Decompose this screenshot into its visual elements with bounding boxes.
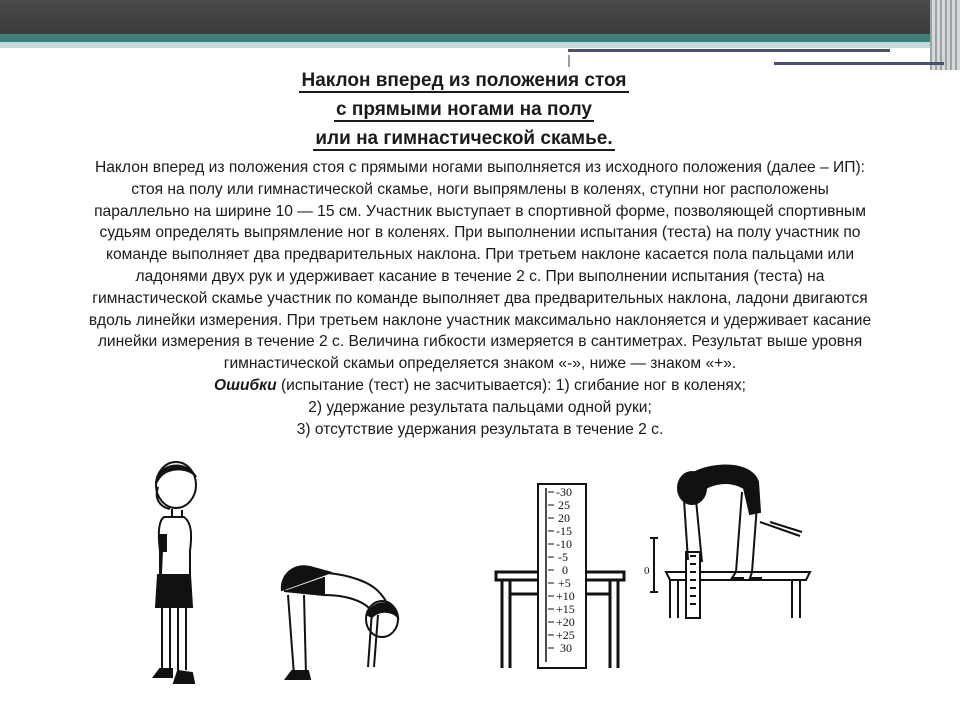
body-line-10: гимнастической скамьи определяется знаком «-», ниже — знаком «+». bbox=[223, 355, 737, 373]
body-line-8: вдоль линейки измерения. При третьем наклоне участник максимально наклоняется и удерживает касание bbox=[88, 311, 872, 329]
ruler-tick-7: 0 bbox=[562, 563, 568, 577]
ruler-tick-6: -5 bbox=[558, 550, 568, 564]
bench-ruler-drawing bbox=[490, 482, 630, 672]
header-white-block bbox=[0, 48, 568, 62]
ruler-tick-5: -10 bbox=[556, 537, 572, 551]
errors-label: Ошибки bbox=[214, 376, 277, 394]
ruler-tick-13: 30 bbox=[560, 641, 572, 655]
body-line-7: гимнастической скамье участник по команде выполняет два предварительных наклона, ладони двигаются bbox=[92, 289, 868, 307]
body-line-3: параллельно на ширине 10 — 15 см. Участник выступает в спортивной форме, позволяющей спортивным bbox=[94, 202, 866, 220]
ruler-tick-11: +20 bbox=[556, 615, 575, 629]
header-side-pattern bbox=[930, 0, 960, 70]
slide-title bbox=[200, 66, 728, 153]
ruler-tick-3: 20 bbox=[558, 511, 570, 525]
error-item-3: 3) отсутствие удержания результата в течение 2 с. bbox=[296, 420, 664, 438]
body-line-2: стоя на полу или гимнастической скамье, ноги выпрямлены в коленях, ступни ног расположены bbox=[131, 180, 829, 198]
ruler-tick-12: +25 bbox=[556, 628, 575, 642]
ruler-tick-4: -15 bbox=[556, 524, 572, 538]
ruler-tick-10: +15 bbox=[556, 602, 575, 616]
bending-boy-figure bbox=[268, 555, 408, 695]
body-line-4: судьям определять выпрямление ног в коленях. При выполнении испытания (теста) на полу участник по bbox=[99, 224, 861, 242]
title-line-3: или на гимнастической скамье. bbox=[315, 128, 613, 149]
bench-ruler-figure bbox=[490, 482, 630, 672]
ruler-tick-2: 25 bbox=[558, 498, 570, 512]
standing-boy-figure bbox=[140, 455, 210, 695]
errors-line bbox=[6, 375, 954, 397]
header-rule-top bbox=[568, 49, 890, 52]
bending-boy-drawing bbox=[268, 555, 408, 695]
header-accent-stripe bbox=[0, 34, 930, 42]
title-line-2: с прямыми ногами на полу bbox=[336, 99, 592, 120]
error-item-2: 2) удержание результата пальцами одной руки; bbox=[308, 398, 652, 416]
errors-text: (испытание (тест) не засчитывается): 1) сгибание ног в коленях; bbox=[276, 376, 746, 394]
description-paragraph bbox=[6, 157, 954, 442]
body-line-6: ладонями двух рук и удерживает касание в течение 2 с. При выполнении испытания (теста) на bbox=[135, 267, 825, 285]
body-line-5: команде выполняет два предварительных наклона. При третьем наклоне касается пола пальцами или bbox=[105, 246, 855, 264]
side-ruler-zero: 0 bbox=[644, 565, 650, 577]
header-rule-right bbox=[774, 62, 944, 65]
header-bar bbox=[0, 0, 960, 34]
body-line-9: линейки измерения в течение 2 с. Величина гибкости измеряется в сантиметрах. Результат выше уровня bbox=[97, 333, 863, 351]
ruler-tick-8: +5 bbox=[558, 576, 571, 590]
bench-bend-drawing bbox=[640, 452, 820, 622]
title-line-1: Наклон вперед из положения стоя bbox=[301, 70, 627, 91]
bench-bend-figure bbox=[640, 452, 820, 622]
body-line-1: Наклон вперед из положения стоя с прямыми ногами выполняется из исходного положения (далее – ИП): bbox=[94, 159, 866, 176]
ruler-tick-9: +10 bbox=[556, 589, 575, 603]
ruler-tick-1: -30 bbox=[556, 485, 572, 499]
standing-boy-drawing bbox=[140, 455, 210, 695]
